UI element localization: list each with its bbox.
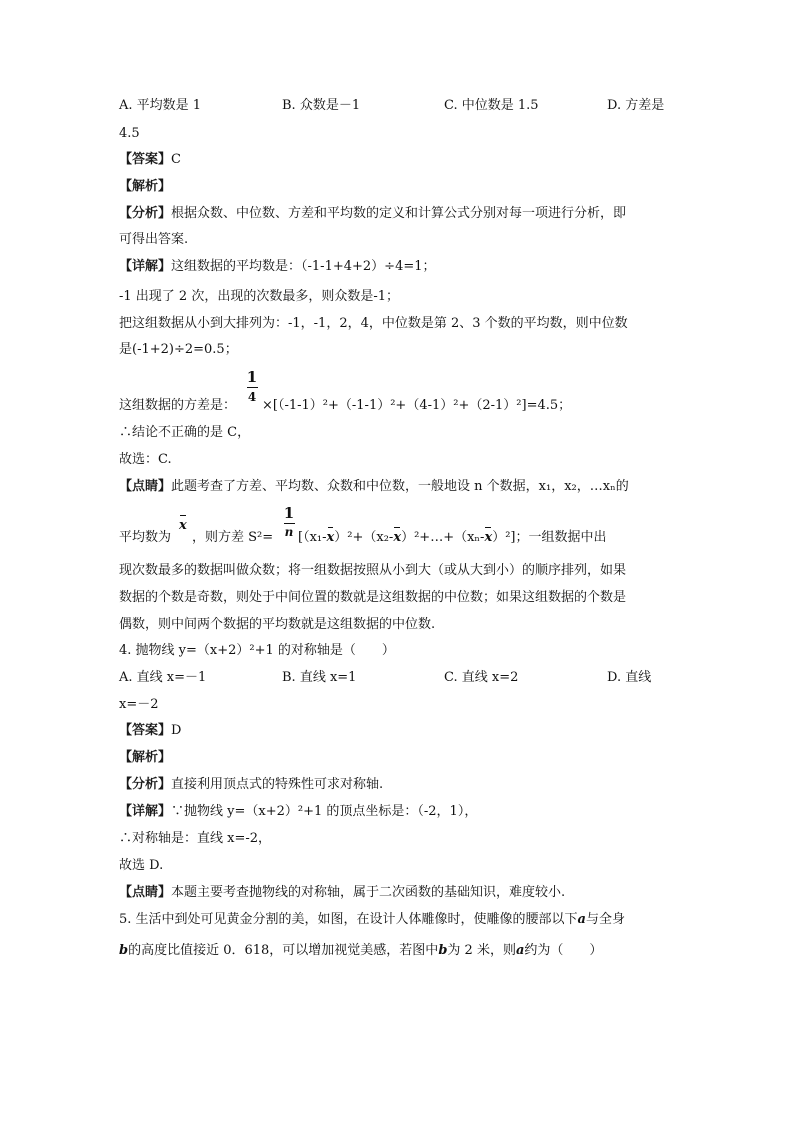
q3-jiexi-tag bbox=[119, 179, 171, 195]
dianjing-tag: 【点睛】 bbox=[119, 479, 172, 494]
fenxi-tag: 【分析】 bbox=[119, 777, 172, 792]
q4-dianjing-line bbox=[119, 885, 565, 901]
x-bar-1: x bbox=[326, 530, 335, 545]
q4-option-d: D. 直线 bbox=[607, 670, 652, 685]
fraction-n-numerator: 1 bbox=[283, 504, 295, 522]
fenxi-tag: 【分析】 bbox=[119, 206, 172, 221]
q4-stem: 4. 抛物线 y=（x+2）²+1 的对称轴是（ ） bbox=[119, 643, 395, 658]
answer-tag: 【答案】 bbox=[119, 723, 172, 738]
var-b-2: b bbox=[438, 943, 448, 958]
q5-stem-line-1 bbox=[119, 912, 625, 928]
variance-formula bbox=[298, 530, 607, 546]
q3-choose: 故选：C. bbox=[119, 452, 172, 467]
answer-tag: 【答案】 bbox=[119, 152, 172, 167]
fraction-n-bar bbox=[284, 523, 295, 524]
q3-conclusion: ∴结论不正确的是 C， bbox=[119, 425, 251, 440]
fraction-denominator: 4 bbox=[247, 390, 257, 404]
xiangjie-tag: 【详解】 bbox=[119, 259, 172, 274]
q4-axis-line: ∴对称轴是：直线 x=-2， bbox=[119, 831, 272, 846]
q3-fenxi-line-1 bbox=[119, 206, 626, 222]
formula-part-c: ）²+…+（xₙ- bbox=[401, 530, 485, 545]
q4-fenxi-line bbox=[119, 777, 383, 793]
x-bar-variable: x bbox=[179, 518, 187, 533]
q3-variance-prefix: 这组数据的方差是： bbox=[119, 398, 237, 413]
formula-part-d: ）²]；一组数据中出 bbox=[492, 530, 607, 545]
q4-jiexi-tag bbox=[119, 750, 171, 766]
dianjing-text: 此题考查了方差、平均数、众数和中位数，一般地设 n 个数据，x₁，x₂，…xₙ的 bbox=[171, 479, 629, 494]
q3-dianjing-line-1 bbox=[119, 479, 629, 495]
q5-stem-text-1b: 与全身 bbox=[585, 912, 625, 927]
x-bar-3: x bbox=[484, 530, 493, 545]
answer-value: D bbox=[171, 723, 182, 738]
var-b: b bbox=[119, 943, 129, 958]
q4-xiangjie-line bbox=[119, 804, 477, 820]
q5-stem-line-2 bbox=[119, 943, 602, 959]
fraction-bar bbox=[247, 387, 258, 388]
q3-average-prefix: 平均数为 bbox=[119, 530, 172, 545]
xiangjie-text: ∵抛物线 y=（x+2）²+1 的顶点坐标是：（-2，1）， bbox=[171, 804, 478, 819]
q3-variance-expression: ×[（-1-1）²+（-1-1）²+（4-1）²+（2-1）²]=4.5； bbox=[262, 398, 572, 413]
q3-option-a: A. 平均数是 1 bbox=[119, 98, 202, 113]
q4-answer-line bbox=[119, 723, 181, 739]
q4-option-d-continued: x=－2 bbox=[119, 697, 159, 712]
q3-xiangjie-line bbox=[119, 259, 436, 275]
q5-stem-text-2c: 约为（ ） bbox=[524, 943, 603, 958]
fraction-n-denominator: n bbox=[284, 525, 294, 539]
q3-sort-line: 把这组数据从小到大排列为：-1，-1，2，4，中位数是第 2、3 个数的平均数，则中位数 bbox=[119, 316, 628, 331]
jiexi-tag: 【解析】 bbox=[119, 750, 172, 765]
variance-intro: ，则方差 S²= bbox=[192, 530, 274, 545]
q4-option-b: B. 直线 x=1 bbox=[282, 670, 357, 685]
q3-option-c: C. 中位数是 1.5 bbox=[444, 98, 539, 113]
q5-stem-text-2a: 的高度比值接近 0．618，可以增加视觉美感，若图中 bbox=[128, 943, 439, 958]
fenxi-text: 直接利用顶点式的特殊性可求对称轴. bbox=[171, 777, 384, 792]
var-a-2: a bbox=[515, 943, 525, 958]
q3-fenxi-line-2: 可得出答案. bbox=[119, 232, 189, 247]
fraction-numerator: 1 bbox=[246, 368, 258, 386]
dianjing-tag: 【点睛】 bbox=[119, 885, 172, 900]
x-bar-symbol bbox=[179, 518, 187, 534]
jiexi-tag: 【解析】 bbox=[119, 179, 172, 194]
q3-answer-line bbox=[119, 152, 181, 168]
q3-option-d: D. 方差是 bbox=[607, 98, 665, 113]
q4-option-a: A. 直线 x=－1 bbox=[119, 670, 207, 685]
q5-stem-text-2b: 为 2 米，则 bbox=[447, 943, 516, 958]
q3-option-b: B. 众数是－1 bbox=[282, 98, 361, 113]
q3-median-line: 是(-1+2)÷2=0.5； bbox=[119, 342, 238, 357]
var-a: a bbox=[577, 912, 586, 927]
fenxi-text: 根据众数、中位数、方差和平均数的定义和计算公式分别对每一项进行分析，即 bbox=[171, 206, 627, 221]
xiangjie-text: 这组数据的平均数是：（-1-1+4+2）÷4=1； bbox=[171, 259, 436, 274]
q4-choose: 故选 D. bbox=[119, 858, 164, 873]
q5-stem-text-1: 5. 生活中到处可见黄金分割的美，如图，在设计人体雕像时，使雕像的腰部以下 bbox=[119, 912, 578, 927]
q3-dianjing-line-4: 数据的个数是奇数，则处于中间位置的数就是这组数据的中位数；如果这组数据的个数是 bbox=[119, 590, 627, 605]
formula-part-a: [（x₁- bbox=[298, 530, 327, 545]
formula-part-b: ）²+（x₂- bbox=[334, 530, 394, 545]
q3-dianjing-line-3: 现次数最多的数据叫做众数；将一组数据按照从小到大（或从大到小）的顺序排列，如果 bbox=[119, 563, 627, 578]
q3-dianjing-line-5: 偶数，则中间两个数据的平均数就是这组数据的中位数. bbox=[119, 617, 436, 632]
x-bar-2: x bbox=[393, 530, 402, 545]
xiangjie-tag: 【详解】 bbox=[119, 804, 172, 819]
q4-option-c: C. 直线 x=2 bbox=[444, 670, 519, 685]
q3-mode-line: -1 出现了 2 次，出现的次数最多，则众数是-1； bbox=[119, 289, 399, 304]
q3-option-d-continued: 4.5 bbox=[119, 126, 140, 141]
dianjing-text: 本题主要考查抛物线的对称轴，属于二次函数的基础知识，难度较小. bbox=[171, 885, 566, 900]
answer-value: C bbox=[171, 152, 181, 167]
